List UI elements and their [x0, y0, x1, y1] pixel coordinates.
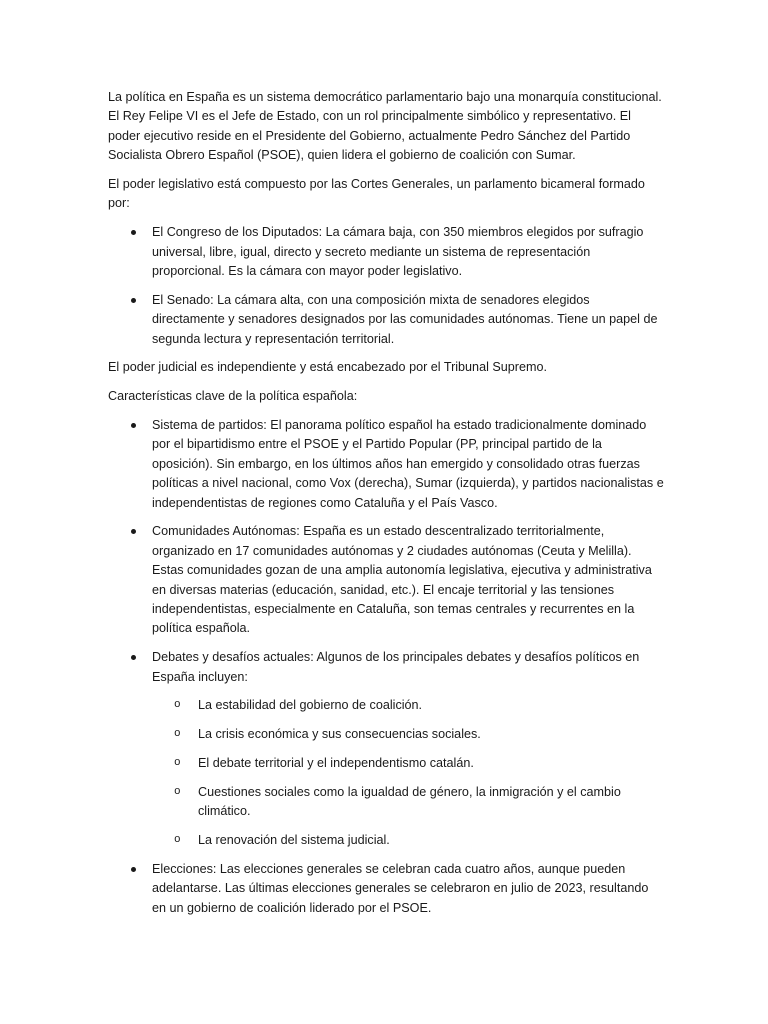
circle-bullet-icon: o: [174, 728, 181, 741]
sublist-item-text: El debate territorial y el independentismo catalán.: [198, 756, 474, 771]
sublist-item-text: La estabilidad del gobierno de coalición.: [198, 698, 423, 713]
sublist-item-text: Cuestiones sociales como la igualdad de género, la inmigración y el cambio climático.: [198, 784, 621, 819]
list-item-text: Sistema de partidos: El panorama político español ha estado tradicionalmente dominado por el bipartidismo entre el PSOE y el Partido Popular (PP, principal partido de la oposición). Sin embargo, en los últimos años han emergido y consolidado otras fuerzas políticas a nivel nacional, como Vox (derecha), Sumar (izquierda), y partidos nacionalistas e independentistas de regiones como Cataluña y el País Vasco.: [152, 418, 664, 510]
list-item-parties: [152, 416, 664, 513]
list-item-elections: [152, 860, 664, 918]
list-item-text: Debates y desafíos actuales: Algunos de los principales debates y desafíos políticos en España incluyen:: [152, 650, 640, 684]
list-item-debates: [152, 648, 664, 850]
bullet-icon: [131, 655, 136, 660]
list-item-senado: [152, 291, 664, 349]
list-item-text: Comunidades Autónomas: España es un estado descentralizado territorialmente, organizado en 17 comunidades autónomas y 2 ciudades autónomas (Ceuta y Melilla). Estas comunidades gozan de una amplia autonomía legislativa, ejecutiva y administrativa en diversas materias (educación, sanidad, etc.). El encaje territorial y las tensiones independentistas, especialmente en Cataluña, son temas centrales y recurrentes en la política española.: [152, 524, 652, 636]
sublist-item: [174, 783, 664, 822]
document-body: [108, 88, 664, 927]
list-item-autonomous: [152, 522, 664, 638]
sublist-item: [174, 754, 664, 773]
characteristics-heading: Características clave de la política española:: [108, 389, 358, 404]
bullet-icon: [131, 529, 136, 534]
judicial-paragraph: El poder judicial es independiente y está encabezado por el Tribunal Supremo.: [108, 360, 547, 375]
circle-bullet-icon: o: [174, 834, 181, 847]
sublist-item: [174, 831, 664, 850]
legislative-intro-paragraph: El poder legislativo está compuesto por las Cortes Generales, un parlamento bicameral formado por:: [108, 177, 645, 211]
bullet-icon: [131, 423, 136, 428]
debates-sublist: [152, 696, 664, 850]
bullet-icon: [131, 867, 136, 872]
characteristics-list: [108, 416, 664, 918]
circle-bullet-icon: o: [174, 757, 181, 770]
sublist-item: [174, 696, 664, 715]
sublist-item-text: La crisis económica y sus consecuencias sociales.: [198, 727, 481, 742]
circle-bullet-icon: o: [174, 699, 181, 712]
list-item-congreso: [152, 223, 664, 281]
intro-paragraph: La política en España es un sistema democrático parlamentario bajo una monarquía constitucional. El Rey Felipe VI es el Jefe de Estado, con un rol principalmente simbólico y representativo. El poder ejecutivo reside en el Presidente del Gobierno, actualmente Pedro Sánchez del Partido Socialista Obrero Español (PSOE), quien lidera el gobierno de coalición con Sumar.: [108, 90, 662, 163]
sublist-item: [174, 725, 664, 744]
list-item-text: Elecciones: Las elecciones generales se celebran cada cuatro años, aunque pueden adelantarse. Las últimas elecciones generales se celebraron en julio de 2023, resultando en un gobierno de coalición liderado por el PSOE.: [152, 861, 649, 915]
legislative-list: [108, 223, 664, 349]
bullet-icon: [131, 298, 136, 303]
list-item-text: El Congreso de los Diputados: La cámara baja, con 350 miembros elegidos por sufragio universal, libre, igual, directo y secreto mediante un sistema de representación proporcional. Es la cámara con mayor poder legislativo.: [152, 225, 644, 279]
bullet-icon: [131, 230, 136, 235]
circle-bullet-icon: o: [174, 785, 181, 798]
sublist-item-text: La renovación del sistema judicial.: [198, 833, 390, 848]
list-item-text: El Senado: La cámara alta, con una composición mixta de senadores elegidos directamente y senadores designados por las comunidades autónomas. Tiene un papel de segunda lectura y representación territorial.: [152, 292, 658, 346]
